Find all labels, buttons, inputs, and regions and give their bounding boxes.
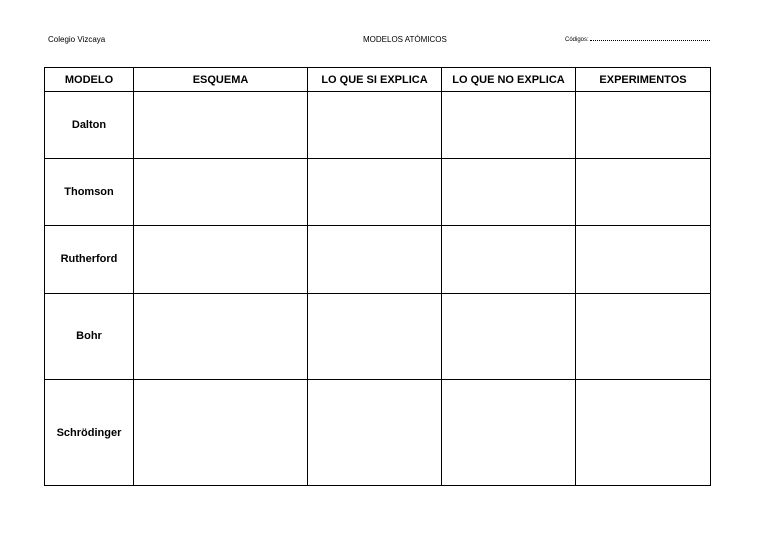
column-header-lo-que-si-explica: LO QUE SI EXPLICA — [308, 68, 442, 92]
codes-field — [565, 37, 710, 43]
codes-blank-line — [590, 40, 710, 41]
no-explica-cell[interactable] — [442, 92, 576, 159]
table-row — [45, 226, 711, 294]
no-explica-cell[interactable] — [442, 158, 576, 226]
column-header-experimentos: EXPERIMENTOS — [576, 68, 711, 92]
esquema-cell[interactable] — [134, 226, 308, 294]
column-header-esquema: ESQUEMA — [134, 68, 308, 92]
no-explica-cell[interactable] — [442, 226, 576, 294]
experimentos-cell[interactable] — [576, 92, 711, 159]
column-header-modelo: MODELO — [45, 68, 134, 92]
si-explica-cell[interactable] — [308, 158, 442, 226]
table-row — [45, 293, 711, 380]
model-name-cell: Rutherford — [45, 226, 134, 294]
column-header-lo-que-no-explica: LO QUE NO EXPLICA — [442, 68, 576, 92]
esquema-cell[interactable] — [134, 380, 308, 486]
school-name: Colegio Vizcaya — [48, 35, 106, 44]
experimentos-cell[interactable] — [576, 293, 711, 380]
si-explica-cell[interactable] — [308, 226, 442, 294]
table-row — [45, 158, 711, 226]
table-header-row — [45, 68, 711, 92]
experimentos-cell[interactable] — [576, 226, 711, 294]
no-explica-cell[interactable] — [442, 380, 576, 486]
document-title: MODELOS ATÓMICOS — [363, 35, 447, 44]
experimentos-cell[interactable] — [576, 380, 711, 486]
si-explica-cell[interactable] — [308, 293, 442, 380]
atomic-models-table — [44, 67, 711, 486]
si-explica-cell[interactable] — [308, 380, 442, 486]
esquema-cell[interactable] — [134, 158, 308, 226]
si-explica-cell[interactable] — [308, 92, 442, 159]
table-row — [45, 92, 711, 159]
codes-label: Códigos: — [565, 37, 589, 43]
table-row — [45, 380, 711, 486]
experimentos-cell[interactable] — [576, 158, 711, 226]
model-name-cell: Schrödinger — [45, 380, 134, 486]
model-name-cell: Thomson — [45, 158, 134, 226]
no-explica-cell[interactable] — [442, 293, 576, 380]
model-name-cell: Dalton — [45, 92, 134, 159]
esquema-cell[interactable] — [134, 293, 308, 380]
model-name-cell: Bohr — [45, 293, 134, 380]
esquema-cell[interactable] — [134, 92, 308, 159]
